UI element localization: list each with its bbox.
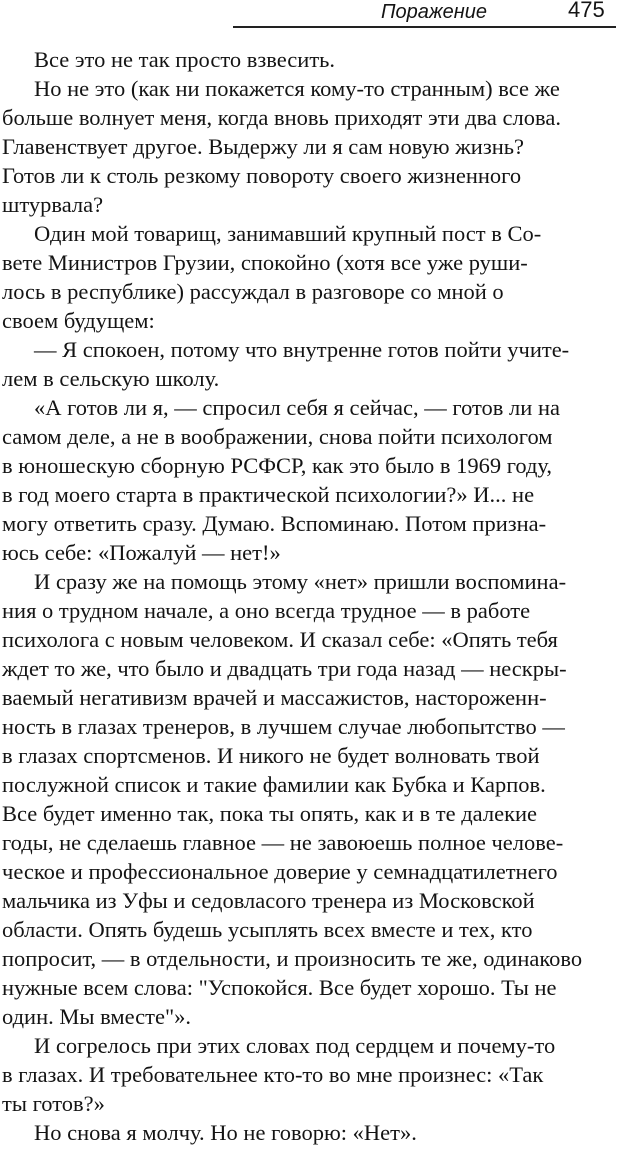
text-line: Все это не так просто взвесить.: [34, 47, 336, 72]
header-rule: [233, 26, 616, 28]
text-line: своем будущем:: [2, 308, 155, 333]
text-line: нужные всем слова: "Успокойся. Все будет хорошо. Ты не: [2, 975, 557, 1000]
text-line: в глазах спортсменов. И никого не будет волновать твой: [2, 743, 540, 768]
text-line: ты готов?»: [2, 1091, 105, 1116]
text-line: самом деле, а не в воображении, снова пойти психологом: [2, 424, 553, 449]
text-line: И согрелось при этих словах под сердцем и почему-то: [34, 1033, 556, 1058]
page-number: 475: [568, 0, 605, 22]
text-line: Главенствует другое. Выдержу ли я сам новую жизнь?: [2, 134, 525, 159]
text-line: Все будет именно так, пока ты опять, как и в те далекие: [2, 801, 538, 826]
text-line: послужной список и такие фамилии как Бубка и Карпов.: [2, 772, 546, 797]
text-line: в юношескую сборную РСФСР, как это было в 1969 году,: [2, 453, 553, 478]
section-title: Поражение: [381, 1, 487, 23]
text-line: психолога с новым человеком. И сказал себе: «Опять тебя: [2, 627, 558, 652]
text-line: ность в глазах тренеров, в лучшем случае любопытство —: [2, 714, 565, 739]
text-line: ческое и профессиональное доверие у семнадцатилетнего: [2, 859, 558, 884]
text-line: лось в республике) рассуждал в разговоре со мной о: [2, 279, 504, 304]
running-head: [0, 0, 620, 30]
text-line: вете Министров Грузии, спокойно (хотя все уже руши-: [2, 250, 528, 275]
text-line: могу ответить сразу. Думаю. Вспоминаю. Потом призна-: [2, 511, 547, 536]
text-line: Но снова я молчу. Но не говорю: «Нет».: [34, 1120, 417, 1145]
text-line: И сразу же на помощь этому «нет» пришли воспомина-: [34, 569, 567, 594]
text-line: юсь себе: «Пожалуй — нет!»: [2, 540, 281, 565]
text-line: Готов ли к столь резкому повороту своего жизненного: [2, 163, 522, 188]
text-line: ждет то же, что было и двадцать три года назад — нескры-: [2, 656, 567, 681]
text-line: в год моего старта в практической психологии?» И... не: [2, 482, 535, 507]
text-line: лем в сельскую школу.: [2, 366, 220, 391]
text-line: мальчика из Уфы и седовласого тренера из Московской: [2, 888, 535, 913]
text-line: штурвала?: [2, 192, 104, 217]
text-line: годы, не сделаешь главное — не завоюешь полное челове-: [2, 830, 564, 855]
text-line: больше волнует меня, когда вновь приходят эти два слова.: [2, 105, 561, 130]
text-line: Один мой товарищ, занимавший крупный пост в Со-: [34, 221, 542, 246]
text-line: области. Опять будешь усыплять всех вместе и тех, кто: [2, 917, 533, 942]
text-line: Но не это (как ни покажется кому-то странным) все же: [34, 76, 560, 101]
text-line: «А готов ли я, — спросил себя я сейчас, — готов ли на: [34, 395, 560, 420]
text-line: попросит, — в отдельности, и произносить те же, одинаково: [2, 946, 583, 971]
text-line: в глазах. И требовательнее кто-то во мне произнес: «Так: [2, 1062, 544, 1087]
text-line: ния о трудном начале, а оно всегда трудное — в работе: [2, 598, 531, 623]
text-line: — Я спокоен, потому что внутренне готов пойти учите-: [34, 337, 570, 362]
text-line: один. Мы вместе"».: [2, 1004, 192, 1029]
text-line: ваемый негативизм врачей и массажистов, настороженн-: [2, 685, 547, 710]
